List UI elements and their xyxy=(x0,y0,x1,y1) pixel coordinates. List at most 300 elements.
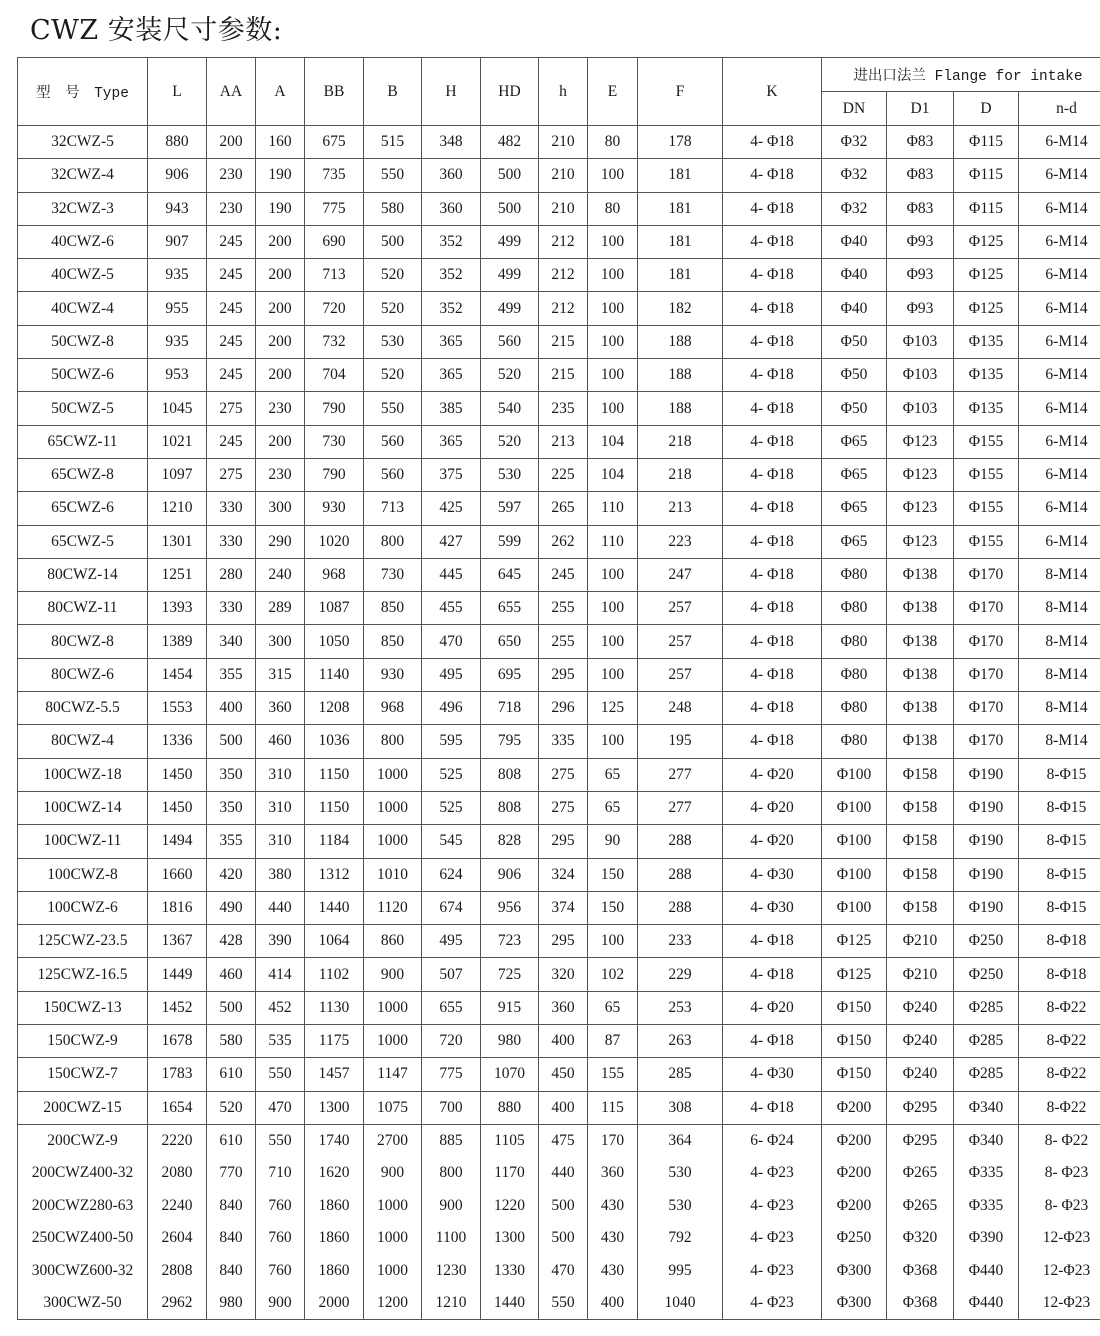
value-cell: Φ83 xyxy=(887,126,954,159)
value-cell: 1050 xyxy=(305,625,364,658)
value-cell: 1740 xyxy=(305,1124,364,1157)
value-cell: 430 xyxy=(588,1254,638,1287)
value-cell: 1000 xyxy=(364,991,422,1024)
value-cell: 1200 xyxy=(364,1287,422,1320)
value-cell: 8-M14 xyxy=(1019,625,1100,658)
value-cell: 4- Φ23 xyxy=(723,1254,822,1287)
value-cell: 400 xyxy=(539,1091,588,1124)
table-row xyxy=(18,725,1100,758)
value-cell: 4- Φ18 xyxy=(723,1025,822,1058)
value-cell: 718 xyxy=(481,692,539,725)
value-cell: Φ32 xyxy=(822,126,887,159)
value-cell: 225 xyxy=(539,458,588,491)
value-cell: 956 xyxy=(481,891,539,924)
value-cell: 65 xyxy=(588,991,638,1024)
model-cell: 32CWZ-3 xyxy=(18,192,148,225)
value-cell: 188 xyxy=(638,359,723,392)
table-row xyxy=(18,1124,1100,1157)
value-cell: 365 xyxy=(422,325,481,358)
value-cell: 263 xyxy=(638,1025,723,1058)
value-cell: 400 xyxy=(539,1025,588,1058)
value-cell: 277 xyxy=(638,791,723,824)
value-cell: Φ150 xyxy=(822,1025,887,1058)
value-cell: 1000 xyxy=(364,1254,422,1287)
value-cell: 230 xyxy=(256,458,305,491)
value-cell: 520 xyxy=(481,359,539,392)
value-cell: 365 xyxy=(422,359,481,392)
value-cell: 352 xyxy=(422,259,481,292)
value-cell: 4- Φ23 xyxy=(723,1189,822,1222)
value-cell: 8-Φ15 xyxy=(1019,825,1100,858)
value-cell: 1045 xyxy=(148,392,207,425)
value-cell: 8- Φ22 xyxy=(1019,1124,1100,1157)
value-cell: 1220 xyxy=(481,1189,539,1222)
value-cell: 4- Φ18 xyxy=(723,259,822,292)
value-cell: Φ200 xyxy=(822,1189,887,1222)
value-cell: Φ40 xyxy=(822,292,887,325)
value-cell: 1020 xyxy=(305,525,364,558)
value-cell: 4- Φ18 xyxy=(723,159,822,192)
model-cell: 100CWZ-18 xyxy=(18,758,148,791)
value-cell: 1860 xyxy=(305,1254,364,1287)
value-cell: 247 xyxy=(638,558,723,591)
header-aa: AA xyxy=(207,58,256,126)
value-cell: 100 xyxy=(588,925,638,958)
value-cell: 713 xyxy=(364,492,422,525)
model-cell: 50CWZ-5 xyxy=(18,392,148,425)
value-cell: 330 xyxy=(207,592,256,625)
value-cell: 850 xyxy=(364,592,422,625)
value-cell: Φ155 xyxy=(954,458,1019,491)
value-cell: 1457 xyxy=(305,1058,364,1091)
value-cell: 1064 xyxy=(305,925,364,958)
value-cell: 499 xyxy=(481,259,539,292)
value-cell: 2220 xyxy=(148,1124,207,1157)
value-cell: Φ170 xyxy=(954,658,1019,691)
model-cell: 250CWZ400-50 xyxy=(18,1222,148,1255)
value-cell: 1120 xyxy=(364,891,422,924)
table-row xyxy=(18,825,1100,858)
value-cell: 2240 xyxy=(148,1189,207,1222)
value-cell: 495 xyxy=(422,658,481,691)
value-cell: Φ158 xyxy=(887,858,954,891)
value-cell: Φ80 xyxy=(822,592,887,625)
value-cell: Φ115 xyxy=(954,126,1019,159)
page-title: CWZ 安装尺寸参数: xyxy=(30,15,283,46)
value-cell: Φ390 xyxy=(954,1222,1019,1255)
value-cell: 100 xyxy=(588,325,638,358)
value-cell: 535 xyxy=(256,1025,305,1058)
value-cell: 1367 xyxy=(148,925,207,958)
value-cell: 8- Φ23 xyxy=(1019,1157,1100,1190)
value-cell: 580 xyxy=(207,1025,256,1058)
table-row xyxy=(18,259,1100,292)
installation-dimension-table xyxy=(17,57,1100,1320)
value-cell: 8-Φ18 xyxy=(1019,958,1100,991)
model-cell: 200CWZ400-32 xyxy=(18,1157,148,1190)
table-row xyxy=(18,991,1100,1024)
value-cell: 732 xyxy=(305,325,364,358)
value-cell: 470 xyxy=(422,625,481,658)
model-cell: 32CWZ-4 xyxy=(18,159,148,192)
value-cell: 720 xyxy=(305,292,364,325)
model-cell: 80CWZ-11 xyxy=(18,592,148,625)
value-cell: 4- Φ18 xyxy=(723,658,822,691)
value-cell: 906 xyxy=(148,159,207,192)
value-cell: 500 xyxy=(539,1222,588,1255)
value-cell: Φ80 xyxy=(822,625,887,658)
value-cell: Φ93 xyxy=(887,292,954,325)
value-cell: Φ295 xyxy=(887,1091,954,1124)
value-cell: Φ335 xyxy=(954,1189,1019,1222)
value-cell: Φ80 xyxy=(822,692,887,725)
value-cell: 233 xyxy=(638,925,723,958)
value-cell: 470 xyxy=(539,1254,588,1287)
value-cell: 181 xyxy=(638,259,723,292)
value-cell: 580 xyxy=(364,192,422,225)
value-cell: Φ115 xyxy=(954,192,1019,225)
value-cell: 500 xyxy=(207,991,256,1024)
value-cell: 808 xyxy=(481,758,539,791)
model-cell: 150CWZ-9 xyxy=(18,1025,148,1058)
header-bb: BB xyxy=(305,58,364,126)
value-cell: 4- Φ18 xyxy=(723,425,822,458)
value-cell: 1450 xyxy=(148,758,207,791)
value-cell: 597 xyxy=(481,492,539,525)
value-cell: 6-M14 xyxy=(1019,159,1100,192)
value-cell: Φ50 xyxy=(822,325,887,358)
model-cell: 50CWZ-6 xyxy=(18,359,148,392)
table-row xyxy=(18,292,1100,325)
value-cell: 840 xyxy=(207,1254,256,1287)
value-cell: 310 xyxy=(256,825,305,858)
value-cell: 8-Φ22 xyxy=(1019,1091,1100,1124)
value-cell: 800 xyxy=(364,525,422,558)
value-cell: 1452 xyxy=(148,991,207,1024)
value-cell: Φ138 xyxy=(887,625,954,658)
model-cell: 150CWZ-13 xyxy=(18,991,148,1024)
value-cell: 245 xyxy=(207,425,256,458)
value-cell: 230 xyxy=(256,392,305,425)
value-cell: 320 xyxy=(539,958,588,991)
model-cell: 100CWZ-11 xyxy=(18,825,148,858)
value-cell: 360 xyxy=(422,192,481,225)
value-cell: 1660 xyxy=(148,858,207,891)
value-cell: 100 xyxy=(588,359,638,392)
value-cell: 710 xyxy=(256,1157,305,1190)
value-cell: 104 xyxy=(588,425,638,458)
value-cell: 4- Φ18 xyxy=(723,192,822,225)
value-cell: Φ125 xyxy=(954,292,1019,325)
value-cell: 1000 xyxy=(364,1189,422,1222)
value-cell: 210 xyxy=(539,192,588,225)
value-cell: 460 xyxy=(207,958,256,991)
value-cell: 713 xyxy=(305,259,364,292)
value-cell: Φ150 xyxy=(822,1058,887,1091)
table-row xyxy=(18,126,1100,159)
value-cell: 1230 xyxy=(422,1254,481,1287)
value-cell: 675 xyxy=(305,126,364,159)
value-cell: 4- Φ23 xyxy=(723,1287,822,1320)
value-cell: 500 xyxy=(364,225,422,258)
value-cell: 215 xyxy=(539,359,588,392)
value-cell: Φ103 xyxy=(887,325,954,358)
value-cell: 645 xyxy=(481,558,539,591)
value-cell: 655 xyxy=(422,991,481,1024)
value-cell: 550 xyxy=(539,1287,588,1320)
header-d1: D1 xyxy=(887,92,954,126)
value-cell: Φ190 xyxy=(954,825,1019,858)
value-cell: 1312 xyxy=(305,858,364,891)
value-cell: 1393 xyxy=(148,592,207,625)
value-cell: 6-M14 xyxy=(1019,292,1100,325)
value-cell: 900 xyxy=(256,1287,305,1320)
value-cell: 315 xyxy=(256,658,305,691)
value-cell: 360 xyxy=(588,1157,638,1190)
table-row xyxy=(18,458,1100,491)
value-cell: Φ190 xyxy=(954,891,1019,924)
value-cell: 380 xyxy=(256,858,305,891)
value-cell: 190 xyxy=(256,159,305,192)
value-cell: 181 xyxy=(638,225,723,258)
value-cell: 360 xyxy=(539,991,588,1024)
header-d: D xyxy=(954,92,1019,126)
value-cell: 4- Φ18 xyxy=(723,692,822,725)
value-cell: 840 xyxy=(207,1189,256,1222)
value-cell: 980 xyxy=(481,1025,539,1058)
value-cell: 160 xyxy=(256,126,305,159)
header-type: 型 号 Type xyxy=(18,58,148,126)
value-cell: 1860 xyxy=(305,1222,364,1255)
model-cell: 80CWZ-5.5 xyxy=(18,692,148,725)
value-cell: 595 xyxy=(422,725,481,758)
value-cell: Φ440 xyxy=(954,1287,1019,1320)
value-cell: 348 xyxy=(422,126,481,159)
value-cell: 420 xyxy=(207,858,256,891)
value-cell: Φ170 xyxy=(954,558,1019,591)
value-cell: 624 xyxy=(422,858,481,891)
value-cell: Φ200 xyxy=(822,1157,887,1190)
value-cell: 530 xyxy=(481,458,539,491)
value-cell: 560 xyxy=(481,325,539,358)
value-cell: 935 xyxy=(148,259,207,292)
value-cell: 520 xyxy=(364,359,422,392)
value-cell: 4- Φ18 xyxy=(723,325,822,358)
value-cell: 200 xyxy=(207,126,256,159)
value-cell: Φ285 xyxy=(954,991,1019,1024)
value-cell: 8-M14 xyxy=(1019,725,1100,758)
value-cell: 4- Φ20 xyxy=(723,791,822,824)
header-dn: DN xyxy=(822,92,887,126)
value-cell: 790 xyxy=(305,392,364,425)
value-cell: 452 xyxy=(256,991,305,1024)
value-cell: 4- Φ30 xyxy=(723,1058,822,1091)
value-cell: Φ265 xyxy=(887,1189,954,1222)
table-row xyxy=(18,359,1100,392)
value-cell: 1494 xyxy=(148,825,207,858)
value-cell: 8-M14 xyxy=(1019,658,1100,691)
value-cell: 520 xyxy=(364,259,422,292)
value-cell: 1449 xyxy=(148,958,207,991)
value-cell: Φ300 xyxy=(822,1254,887,1287)
value-cell: 730 xyxy=(305,425,364,458)
value-cell: Φ65 xyxy=(822,525,887,558)
value-cell: Φ103 xyxy=(887,359,954,392)
value-cell: 100 xyxy=(588,392,638,425)
table-row xyxy=(18,1058,1100,1091)
model-cell: 65CWZ-11 xyxy=(18,425,148,458)
table-row xyxy=(18,858,1100,891)
value-cell: 1210 xyxy=(148,492,207,525)
value-cell: 775 xyxy=(422,1058,481,1091)
value-cell: Φ50 xyxy=(822,392,887,425)
value-cell: 235 xyxy=(539,392,588,425)
value-cell: 100 xyxy=(588,259,638,292)
value-cell: 760 xyxy=(256,1222,305,1255)
value-cell: 310 xyxy=(256,791,305,824)
value-cell: Φ123 xyxy=(887,458,954,491)
value-cell: 8- Φ23 xyxy=(1019,1189,1100,1222)
value-cell: Φ123 xyxy=(887,425,954,458)
model-cell: 125CWZ-16.5 xyxy=(18,958,148,991)
value-cell: 240 xyxy=(256,558,305,591)
value-cell: Φ150 xyxy=(822,991,887,1024)
value-cell: 2808 xyxy=(148,1254,207,1287)
value-cell: Φ123 xyxy=(887,492,954,525)
value-cell: 4- Φ23 xyxy=(723,1157,822,1190)
header-n-d: n-d xyxy=(1019,92,1100,126)
value-cell: 1100 xyxy=(422,1222,481,1255)
value-cell: 968 xyxy=(364,692,422,725)
value-cell: 352 xyxy=(422,225,481,258)
header-e: E xyxy=(588,58,638,126)
value-cell: 1783 xyxy=(148,1058,207,1091)
value-cell: 360 xyxy=(422,159,481,192)
value-cell: 190 xyxy=(256,192,305,225)
table-row xyxy=(18,1254,1100,1287)
value-cell: 100 xyxy=(588,225,638,258)
header-l: L xyxy=(148,58,207,126)
value-cell: Φ138 xyxy=(887,658,954,691)
value-cell: 4- Φ18 xyxy=(723,958,822,991)
value-cell: 500 xyxy=(207,725,256,758)
value-cell: 277 xyxy=(638,758,723,791)
value-cell: 610 xyxy=(207,1058,256,1091)
value-cell: 200 xyxy=(256,225,305,258)
value-cell: 1130 xyxy=(305,991,364,1024)
value-cell: 223 xyxy=(638,525,723,558)
value-cell: 735 xyxy=(305,159,364,192)
value-cell: Φ65 xyxy=(822,458,887,491)
value-cell: 599 xyxy=(481,525,539,558)
value-cell: 1440 xyxy=(481,1287,539,1320)
value-cell: 525 xyxy=(422,791,481,824)
value-cell: 1184 xyxy=(305,825,364,858)
value-cell: 218 xyxy=(638,425,723,458)
value-cell: 500 xyxy=(481,192,539,225)
value-cell: Φ138 xyxy=(887,725,954,758)
value-cell: 495 xyxy=(422,925,481,958)
value-cell: 1010 xyxy=(364,858,422,891)
value-cell: 6-M14 xyxy=(1019,192,1100,225)
value-cell: 800 xyxy=(364,725,422,758)
value-cell: 1300 xyxy=(305,1091,364,1124)
value-cell: 550 xyxy=(256,1124,305,1157)
value-cell: 80 xyxy=(588,126,638,159)
value-cell: 1336 xyxy=(148,725,207,758)
value-cell: 700 xyxy=(422,1091,481,1124)
value-cell: 212 xyxy=(539,225,588,258)
value-cell: 507 xyxy=(422,958,481,991)
table-row xyxy=(18,758,1100,791)
header-flange-group: 进出口法兰 Flange for intake xyxy=(822,58,1100,92)
value-cell: 181 xyxy=(638,192,723,225)
value-cell: Φ210 xyxy=(887,925,954,958)
table-row xyxy=(18,1025,1100,1058)
value-cell: Φ320 xyxy=(887,1222,954,1255)
value-cell: 210 xyxy=(539,159,588,192)
value-cell: 213 xyxy=(638,492,723,525)
value-cell: 12-Φ23 xyxy=(1019,1287,1100,1320)
value-cell: 280 xyxy=(207,558,256,591)
value-cell: 352 xyxy=(422,292,481,325)
value-cell: 499 xyxy=(481,225,539,258)
value-cell: 188 xyxy=(638,325,723,358)
value-cell: 350 xyxy=(207,791,256,824)
value-cell: 150 xyxy=(588,891,638,924)
value-cell: 1208 xyxy=(305,692,364,725)
value-cell: 100 xyxy=(588,658,638,691)
table-row xyxy=(18,325,1100,358)
value-cell: 230 xyxy=(207,159,256,192)
value-cell: 790 xyxy=(305,458,364,491)
value-cell: 1000 xyxy=(364,758,422,791)
value-cell: 460 xyxy=(256,725,305,758)
value-cell: 200 xyxy=(256,425,305,458)
value-cell: 4- Φ18 xyxy=(723,392,822,425)
value-cell: 290 xyxy=(256,525,305,558)
value-cell: Φ135 xyxy=(954,392,1019,425)
value-cell: 1301 xyxy=(148,525,207,558)
value-cell: 1175 xyxy=(305,1025,364,1058)
header-b: B xyxy=(364,58,422,126)
table-row xyxy=(18,558,1100,591)
value-cell: Φ125 xyxy=(822,958,887,991)
value-cell: 4- Φ20 xyxy=(723,758,822,791)
model-cell: 32CWZ-5 xyxy=(18,126,148,159)
value-cell: Φ240 xyxy=(887,991,954,1024)
value-cell: 255 xyxy=(539,592,588,625)
table-row xyxy=(18,225,1100,258)
value-cell: 6-M14 xyxy=(1019,325,1100,358)
value-cell: Φ32 xyxy=(822,192,887,225)
value-cell: 490 xyxy=(207,891,256,924)
value-cell: 125 xyxy=(588,692,638,725)
value-cell: 995 xyxy=(638,1254,723,1287)
value-cell: 65 xyxy=(588,758,638,791)
value-cell: 1251 xyxy=(148,558,207,591)
value-cell: 1097 xyxy=(148,458,207,491)
value-cell: Φ65 xyxy=(822,425,887,458)
value-cell: 1000 xyxy=(364,1222,422,1255)
value-cell: 102 xyxy=(588,958,638,991)
value-cell: 4- Φ18 xyxy=(723,725,822,758)
value-cell: 230 xyxy=(207,192,256,225)
value-cell: 400 xyxy=(207,692,256,725)
value-cell: 695 xyxy=(481,658,539,691)
value-cell: Φ368 xyxy=(887,1254,954,1287)
value-cell: Φ100 xyxy=(822,858,887,891)
